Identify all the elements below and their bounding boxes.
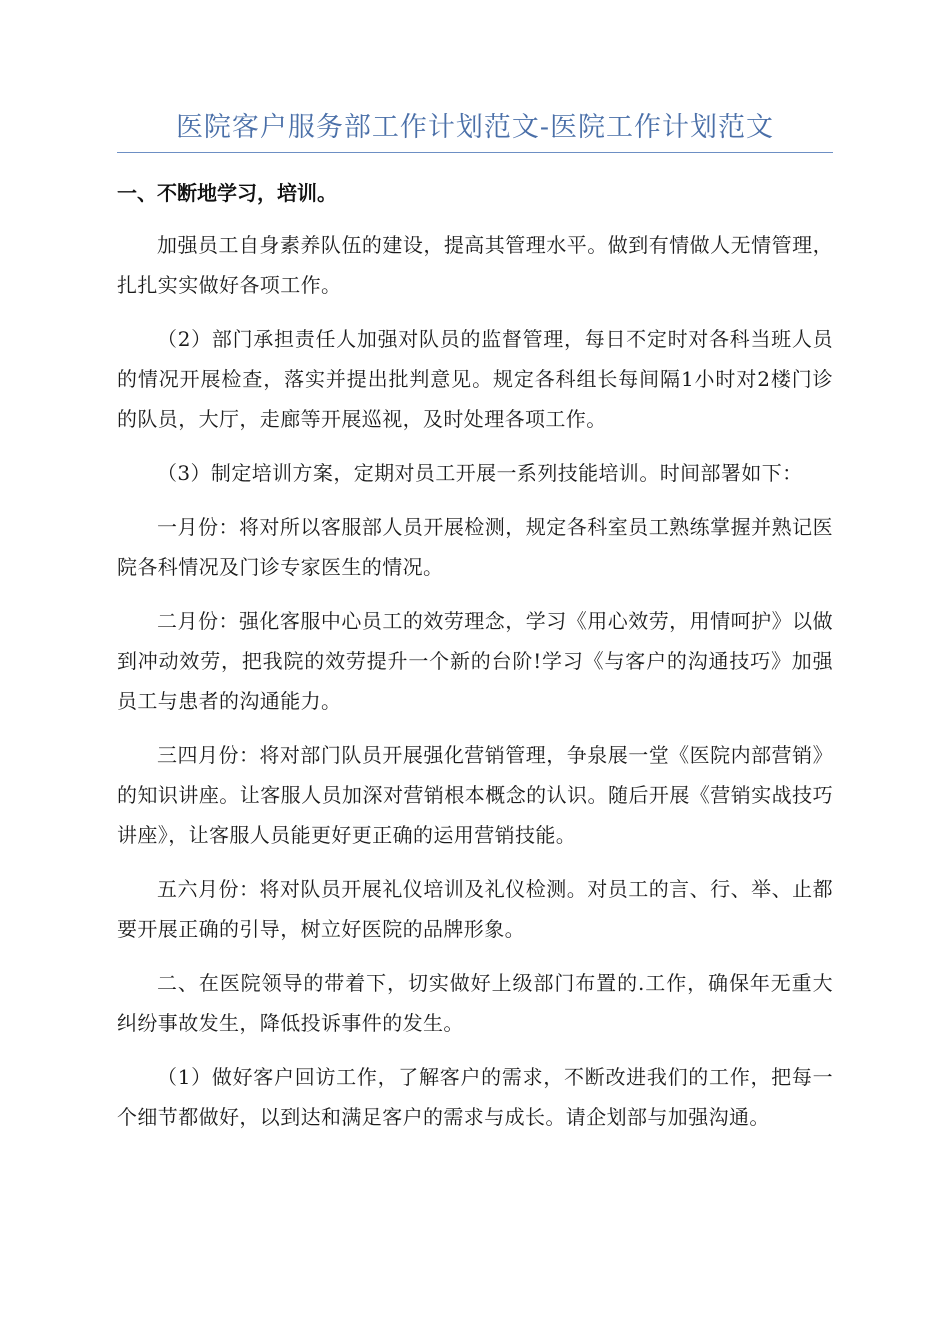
document-title: 医院客户服务部工作计划范文-医院工作计划范文 [117,108,833,153]
paragraph: 二、在医院领导的带着下，切实做好上级部门布置的.工作，确保年无重大纠纷事故发生，降低投诉事件的发生。 [117,971,833,1035]
paragraph: 三四月份：将对部门队员开展强化营销管理，争泉展一堂《医院内部营销》的知识讲座。让客服人员加深对营销根本概念的认识。随后开展《营销实战技巧讲座》，让客服人员能更好更正确的运用营销技能。 [117,743,833,847]
paragraph: 一月份：将对所以客服部人员开展检测，规定各科室员工熟练掌握并熟记医院各科情况及门诊专家医生的情况。 [117,515,833,579]
paragraph: 五六月份：将对队员开展礼仪培训及礼仪检测。对员工的言、行、举、止都要开展正确的引导，树立好医院的品牌形象。 [117,877,833,941]
paragraph: 二月份：强化客服中心员工的效劳理念，学习《用心效劳，用情呵护》以做到冲动效劳，把我院的效劳提升一个新的台阶!学习《与客户的沟通技巧》加强员工与患者的沟通能力。 [117,609,833,713]
section-heading: 一、不断地学习，培训。 [117,181,337,205]
paragraph: （2）部门承担责任人加强对队员的监督管理，每日不定时对各科当班人员的情况开展检查，落实并提出批判意见。规定各科组长每间隔1小时对2楼门诊的队员，大厅，走廊等开展巡视，及时处理各项工作。 [117,327,833,431]
paragraph: （1）做好客户回访工作，了解客户的需求，不断改进我们的工作，把每一个细节都做好，以到达和满足客户的需求与成长。请企划部与加强沟通。 [117,1065,833,1129]
paragraph: 加强员工自身素养队伍的建设，提高其管理水平。做到有情做人无情管理，扎扎实实做好各项工作。 [117,233,833,297]
document-page [117,108,833,1137]
paragraph: （3）制定培训方案，定期对员工开展一系列技能培训。时间部署如下： [157,461,803,485]
